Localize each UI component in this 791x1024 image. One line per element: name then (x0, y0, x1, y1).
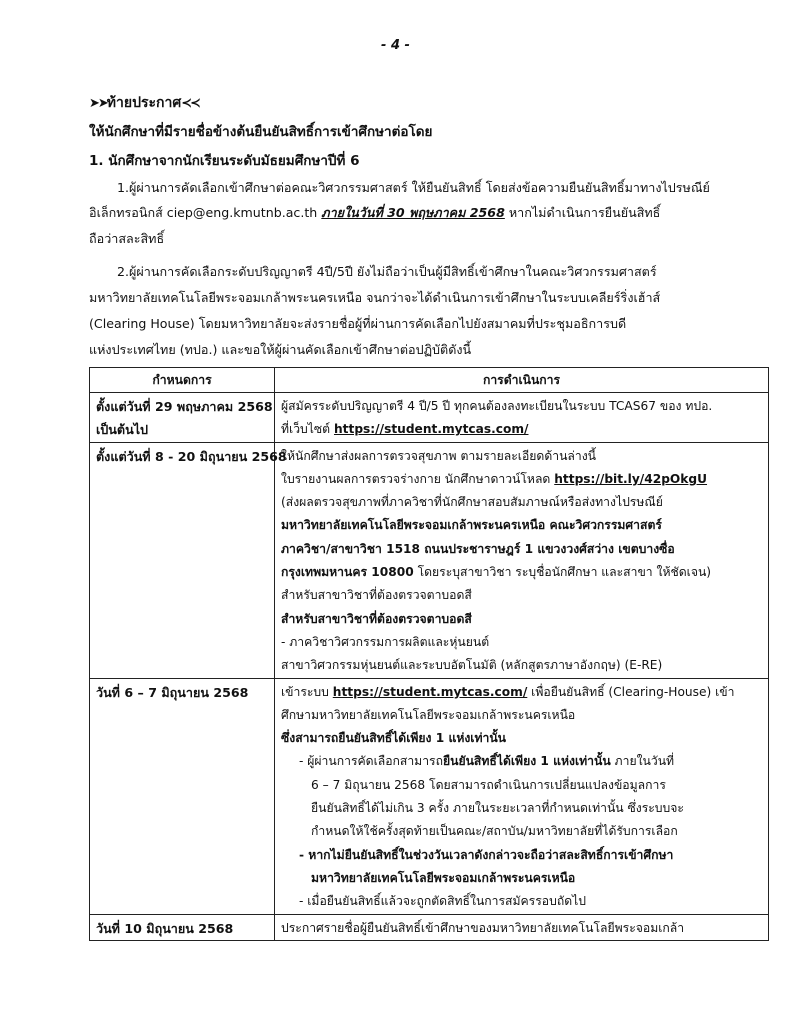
para1-line2 (89, 203, 660, 223)
row3-line9: มหาวิทยาลัยเทคโนโลยีพระจอมเกล้าพระนครเหนือ (311, 870, 576, 885)
table-row (90, 393, 769, 443)
row2-action (275, 442, 769, 678)
row3-line10: - เมื่อยืนยันสิทธิ์แล้วจะถูกตัดสิทธิ์ในการสมัครรอบถัดไป (299, 894, 586, 909)
row2-date-line1: ตั้งแต่วันที่ 8 - 20 มิถุนายน 2568 (96, 448, 287, 464)
row2-line2 (281, 468, 762, 491)
row1-line2-prefix: ที่เว็บไซต์ (281, 422, 334, 437)
page-number: - 4 - (381, 38, 410, 53)
para1-line1: 1.ผู้ผ่านการคัดเลือกเข้าศึกษาต่อคณะวิศวกรรมศาสตร์ ให้ยืนยันสิทธิ์ โดยส่งข้อความยืนยันสิทธิ์มาทางไปรษณีย์ (117, 180, 710, 195)
row1-date-line1: ตั้งแต่วันที่ 29 พฤษภาคม 2568 (96, 399, 273, 414)
announcement-heading (89, 92, 199, 114)
row4-date-line1: วันที่ 10 มิถุนายน 2568 (96, 920, 234, 936)
intro-text: ให้นักศึกษาที่มีรายชื่อข้างต้นยืนยันสิทธิ์การเข้าศึกษาต่อโดย (89, 124, 433, 140)
row4-date (90, 914, 275, 940)
section1-title: 1. นักศึกษาจากนักเรียนระดับมัธยมศึกษาปีที่ 6 (89, 153, 360, 169)
table-row (90, 442, 769, 678)
para1-line2-suffix: หากไม่ดำเนินการยืนยันสิทธิ์ (504, 205, 661, 220)
arrow-left-icon: ≺≺ (181, 96, 200, 111)
para2-line4: แห่งประเทศไทย (ทปอ.) และขอให้ผู้ผ่านคัดเลือกเข้าศึกษาต่อปฏิบัติดังนี้ (89, 342, 472, 357)
row2-line6-bold: กรุงเทพมหานคร 10800 (281, 565, 414, 580)
row3-line2: ศึกษามหาวิทยาลัยเทคโนโลยีพระจอมเกล้าพระนครเหนือ (281, 707, 576, 722)
row3-action (275, 678, 769, 914)
col-header-schedule: กำหนดการ (90, 368, 275, 393)
para1-email-text: อิเล็กทรอนิกส์ ciep@eng.kmutnb.ac.th (89, 205, 322, 220)
clearing-house-link[interactable]: https://student.mytcas.com/ (332, 684, 528, 699)
col-header-action: การดำเนินการ (275, 368, 769, 393)
row3-line8: - หากไม่ยืนยันสิทธิ์ในช่วงวันเวลาดังกล่าวจะถือว่าสละสิทธิ์การเข้าศึกษา (299, 847, 674, 862)
row4-line1: ประกาศรายชื่อผู้ยืนยันสิทธิ์เข้าศึกษาของมหาวิทยาลัยเทคโนโลยีพระจอมเกล้า (281, 920, 685, 935)
schedule-table (89, 367, 769, 941)
row2-line10: สาขาวิศวกรรมหุ่นยนต์และระบบอัตโนมัติ (หลักสูตรภาษาอังกฤษ) (E-RE) (281, 658, 663, 673)
row1-line1: ผู้สมัครระดับปริญญาตรี 4 ปี/5 ปี ทุกคนต้องลงทะเบียนในระบบ TCAS67 ของ ทปอ. (281, 399, 713, 413)
row1-line2 (281, 418, 762, 441)
row1-date (90, 393, 275, 443)
para2-line2: มหาวิทยาลัยเทคโนโลยีพระจอมเกล้าพระนครเหนือ จนกว่าจะได้ดำเนินการเข้าศึกษาในระบบเคลียร์ริ่งเฮ้าส์ (89, 290, 661, 305)
row3-date (90, 678, 275, 914)
row1-action (275, 393, 769, 443)
table-row (90, 914, 769, 940)
row3-line4-prefix: - ผู้ผ่านการคัดเลือกสามารถ (299, 754, 443, 769)
row2-line6-rest: โดยระบุสาขาวิชา ระบุชื่อนักศึกษา และสาขา ให้ชัดเจน) (413, 565, 712, 580)
health-form-link[interactable]: https://bit.ly/42pOkgU (554, 471, 708, 486)
row2-line9: - ภาควิชาวิศวกรรมการผลิตและหุ่นยนต์ (281, 634, 490, 649)
row1-date-line2: เป็นต้นไป (96, 422, 149, 437)
row3-date-line1: วันที่ 6 – 7 มิถุนายน 2568 (96, 684, 249, 700)
row2-line5: ภาควิชา/สาขาวิชา 1518 ถนนประชาราษฎร์ 1 แขวงวงศ์สว่าง เขตบางซื่อ (281, 541, 675, 556)
row2-line2-prefix: ใบรายงานผลการตรวจร่างกาย นักศึกษาดาวน์โหลด (281, 471, 555, 486)
para2-line3: (Clearing House) โดยมหาวิทยาลัยจะส่งรายชื่อผู้ที่ผ่านการคัดเลือกไปยังสมาคมที่ประชุมอธิการบดี (89, 316, 627, 331)
table-header-row (90, 368, 769, 393)
para2-line1: 2.ผู้ผ่านการคัดเลือกระดับปริญญาตรี 4ปี/5ปี ยังไม่ถือว่าเป็นผู้มีสิทธิ์เข้าศึกษาในคณะวิศวกรรมศาสตร์ (117, 264, 657, 279)
para1-deadline: ภายในวันที่ 30 พฤษภาคม 2568 (321, 205, 505, 220)
table-row (90, 678, 769, 914)
row3-line4-suffix: ภายในวันที่ (610, 754, 675, 769)
arrow-right-icon: ➤➤ (89, 96, 107, 111)
row2-line8: สำหรับสาขาวิชาที่ต้องตรวจตาบอดสี (281, 611, 472, 626)
row3-line4 (281, 750, 762, 773)
row3-line1-prefix: เข้าระบบ (281, 684, 333, 699)
row2-date (90, 442, 287, 678)
row2-line4: มหาวิทยาลัยเทคโนโลยีพระจอมเกล้าพระนครเหนือ คณะวิศวกรรมศาสตร์ (281, 518, 662, 533)
row2-line3: (ส่งผลตรวจสุขภาพที่ภาควิชาที่นักศึกษาสอบสัมภาษณ์หรือส่งทางไปรษณีย์ (281, 495, 663, 510)
row3-line1-suffix: เพื่อยืนยันสิทธิ์ (Clearing-House) เข้า (527, 684, 735, 699)
row2-line1: ให้นักศึกษาส่งผลการตรวจสุขภาพ ตามรายละเอียดด้านล่างนี้ (281, 448, 597, 463)
row3-line3: ซึ่งสามารถยืนยันสิทธิ์ได้เพียง 1 แห่งเท่านั้น (281, 731, 507, 746)
row2-line6 (281, 561, 762, 584)
row3-line1 (281, 681, 762, 704)
row3-line5: 6 – 7 มิถุนายน 2568 โดยสามารถดำเนินการเปลี่ยนแปลงข้อมูลการ (311, 777, 666, 792)
tcas-link[interactable]: https://student.mytcas.com/ (333, 422, 529, 437)
row2-line7: สำหรับสาขาวิชาที่ต้องตรวจตาบอดสี (281, 588, 472, 603)
para1-line3: ถือว่าสละสิทธิ์ (89, 231, 165, 246)
row3-line6: ยืนยันสิทธิ์ได้ไม่เกิน 3 ครั้ง ภายในระยะเวลาที่กำหนดเท่านั้น ซึ่งระบบจะ (311, 801, 684, 816)
row4-action (275, 914, 769, 940)
heading-text: ท้ายประกาศ (106, 95, 182, 111)
row3-line7: กำหนดให้ใช้ครั้งสุดท้ายเป็นคณะ/สถาบัน/มหาวิทยาลัยที่ได้รับการเลือก (311, 824, 678, 839)
row3-line4-bold: ยืนยันสิทธิ์ได้เพียง 1 แห่งเท่านั้น (442, 754, 611, 769)
